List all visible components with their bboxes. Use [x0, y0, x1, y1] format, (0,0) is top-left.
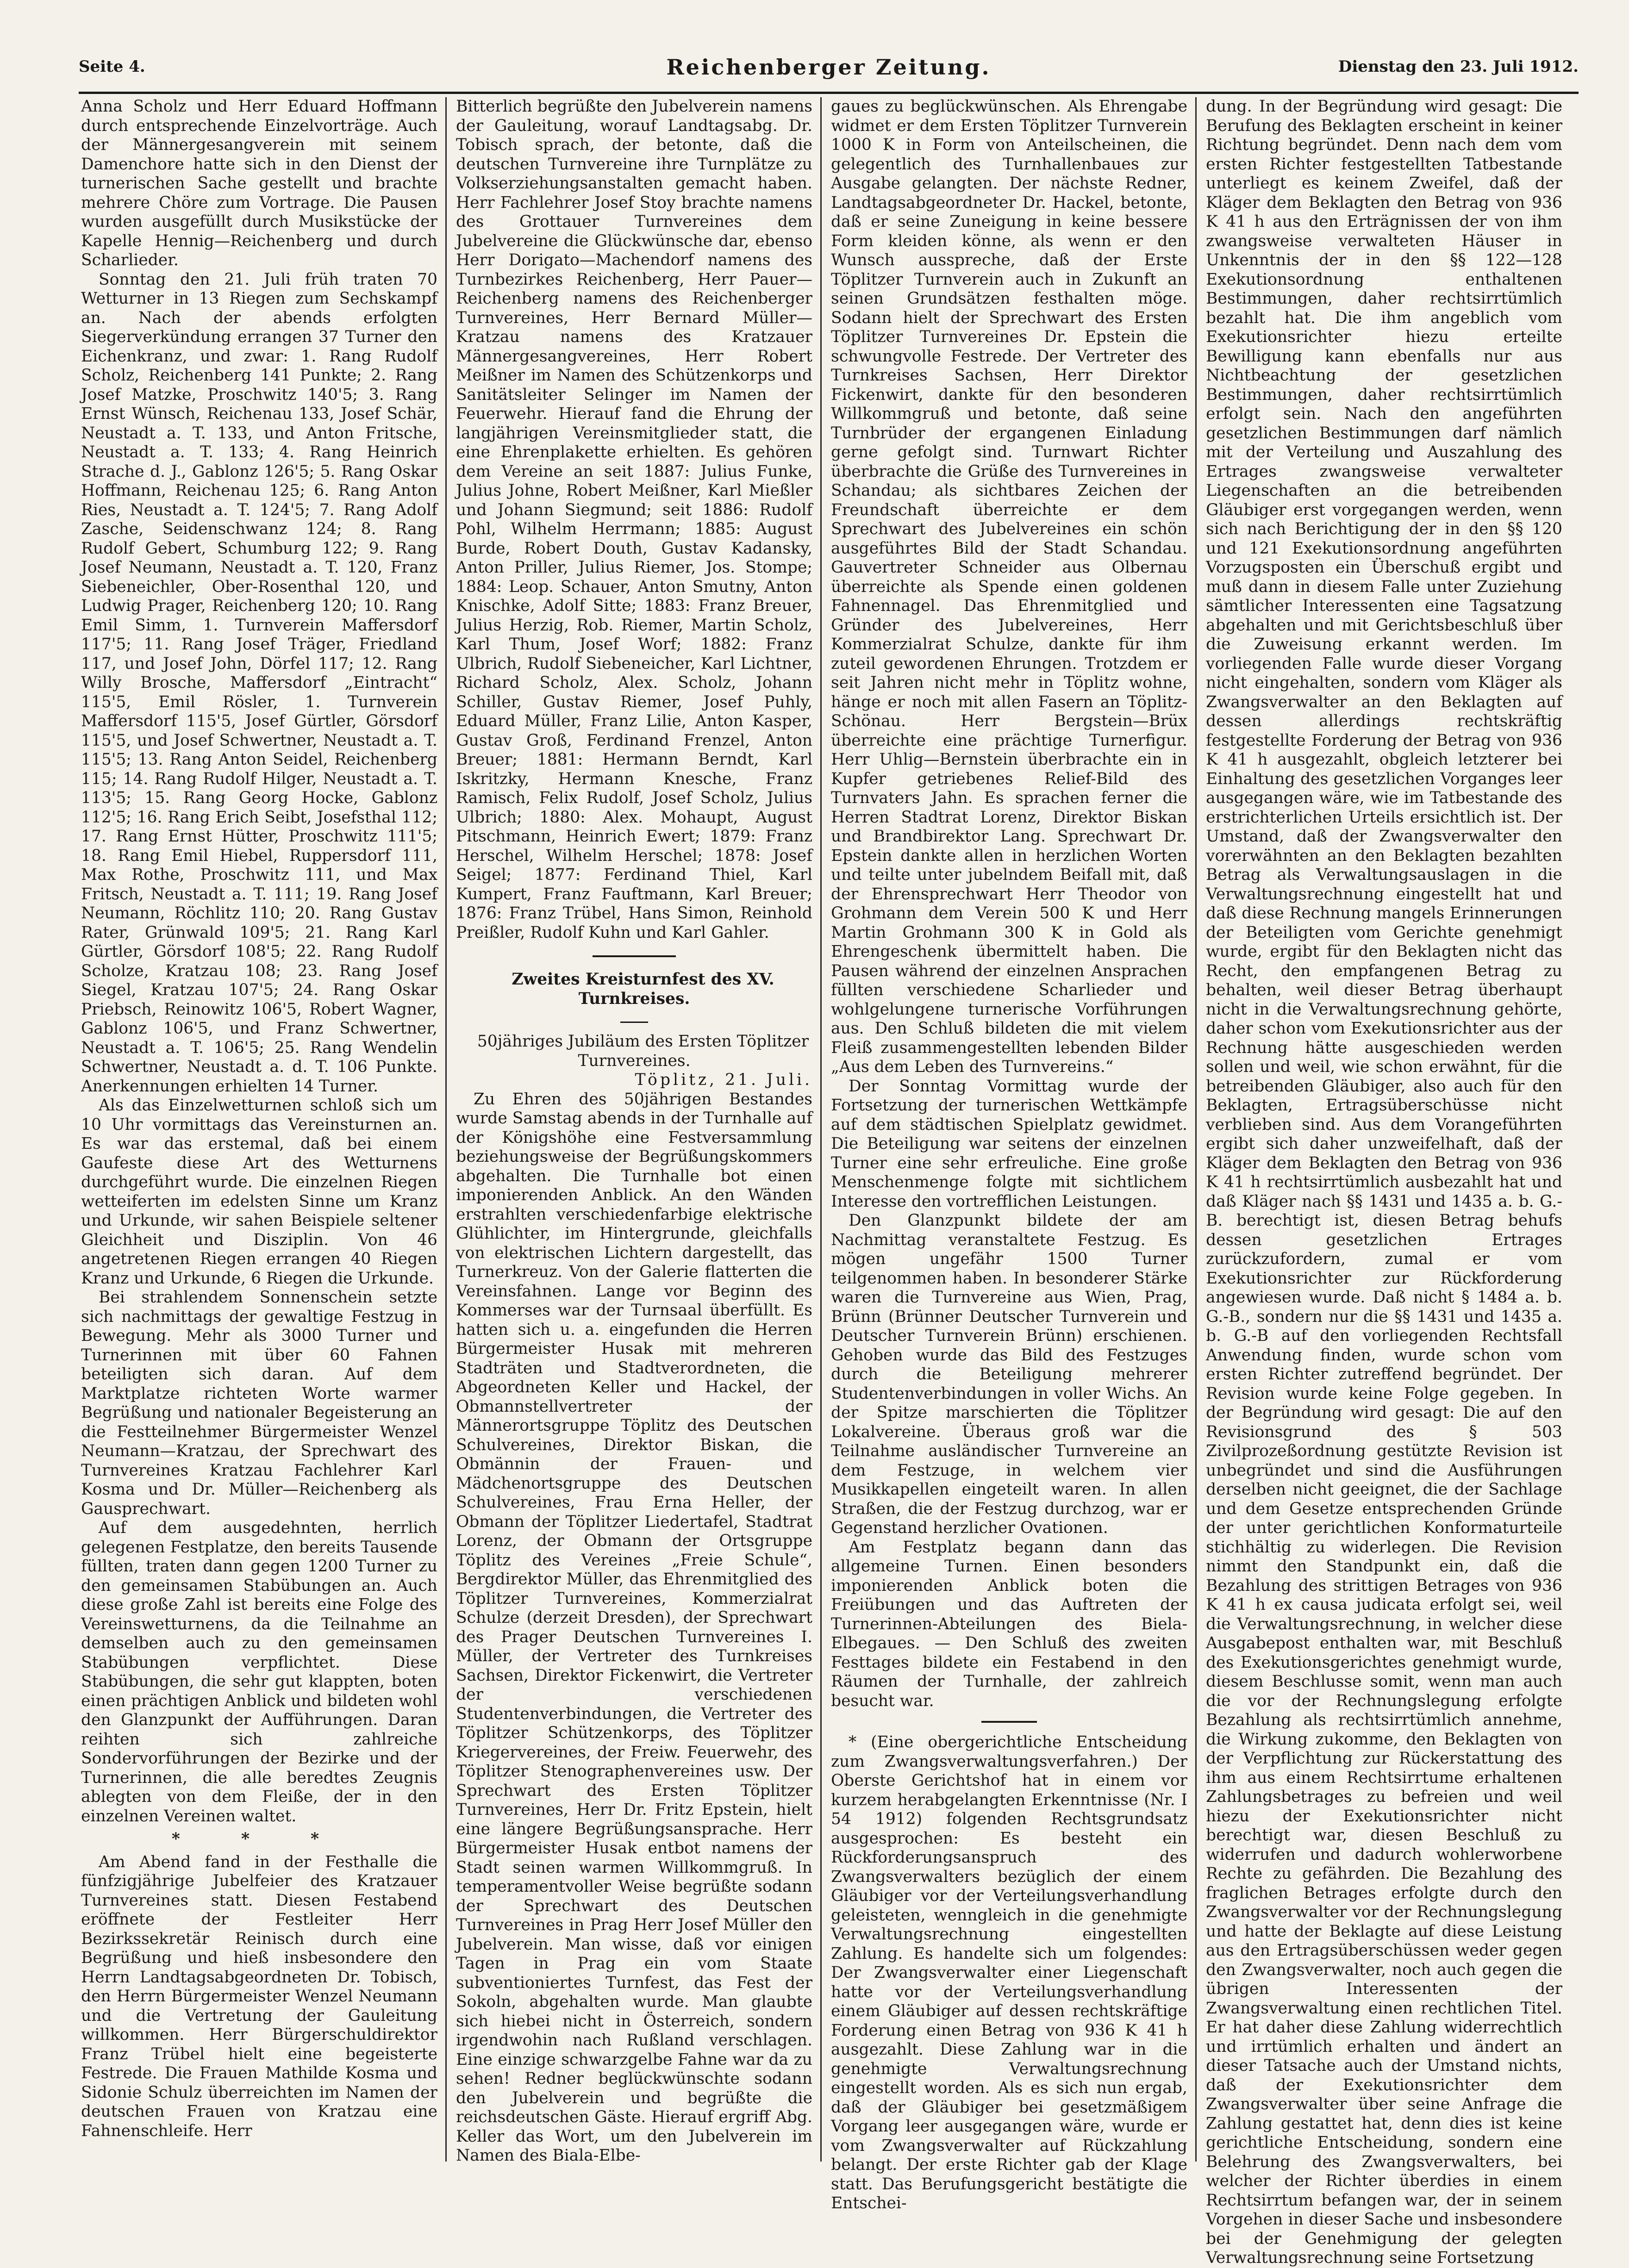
article-heading: Zweites Kreisturnfest des XV. Turnkreises. — [512, 970, 774, 1008]
article-paragraph: gaues zu beglückwünschen. Als Ehrengabe widmet er dem Ersten Töplitzer Turnverein 1000 K in Form von Anteilscheinen, die gelegentlich des Turnhallenbaues zur Ausgabe gelangten. Der nächste Redner, Landtagsabgeordneter Dr. Hackel, betonte, daß er seine Zuneigung in keine bessere Form kleiden könne, als wenn er den Wunsch ausspreche, daß der Erste Töplitzer Turnverein auch in Zukunft an seinen Grundsätzen festhalten möge. Sodann hielt der Sprechwart des Ersten Töplitzer Turnvereines Dr. Epstein die schwungvolle Festrede. Der Vertreter des Turnkreises Sachsen, Herr Direktor Fickenwirt, dankte für den besonderen Willkommgruß und betonte, daß seine Turnbrüder der ergangenen Einladung gerne gefolgt sind. Turnwart Richter überbrachte die Grüße des Turnvereines in Schandau; als sichtbares Zeichen der Freundschaft überreichte er dem Sprechwart des Jubelvereines ein schön ausgeführtes Bild der Stadt Schandau. Gauvertreter Schneider aus Olbernau überreichte als Spende einen goldenen Fahnennagel. Das Ehrenmitglied und Gründer des Jubelvereines, Herr Kommerzialrat Schulze, dankte für ihm zuteil gewordenen Ehrungen. Trotzdem er seit Jahren nicht mehr in Töplitz wohne, hänge er noch mit allen Fasern an Töplitz-Schönau. Herr Bergstein—Brüx überreichte eine prächtige Turnerfigur. Herr Uhlig—Bernstein überbrachte ein in Kupfer getriebenes Relief-Bild des Turnvaters Jahn. Es sprachen ferner die Herren Stadtrat Lorenz, Direktor Biskan und Brandbirektor Lang. Sprechwart Dr. Epstein dankte allen in herzlichen Worten und teilte unter jubelndem Beifall mit, daß der Ehrensprechwart Herr Theodor von Grohmann dem Verein 500 K und Herr Martin Grohmann 300 K in Gold als Ehrengeschenk übermittelt haben. Die Pausen während der einzelnen Ansprachen füllten verschiedene Scharlieder und wohlgelungene turnerische Vorführungen aus. Den Schluß bildeten die mit vielem Fleiß zusammengestellten lebenden Bilder „Aus dem Leben des Turnvereins.“ — [831, 97, 1187, 1076]
article-paragraph: Am Festplatz begann dann das allgemeine Turnen. Einen besonders imponierenden Anblick boten die Freiübungen und das Auftreten der Turnerinnen-Abteilungen des Biela-Elbegaues. — Den Schluß des zweiten Festtages bildete ein Festabend in den Räumen der Turnhalle, der zahlreich besucht war. — [831, 1538, 1187, 1710]
page-header — [79, 55, 1579, 92]
article-paragraph: Als das Einzelwetturnen schloß sich um 10 Uhr vormittags das Vereinsturnen an. Es war das erstemal, daß bei einem Gaufeste diese Art des Wetturnens durchgeführt wurde. Die einzelnen Riegen wetteiferten im edelsten Sinne um Kranz und Urkunde, wir sahen Beispiele seltener Gleichheit und Disziplin. Von 46 angetretenen Riegen errangen 40 Riegen Kranz und Urkunde, 6 Riegen die Urkunde. — [81, 1096, 437, 1288]
article-paragraph: Der Sonntag Vormittag wurde der Fortsetzung der turnerischen Wettkämpfe auf dem städtischen Spielplatz gewidmet. Die Beteiligung war seitens der einzelnen Turner eine sehr erfreuliche. Eine große Menschenmenge folgte mit sichtlichem Interesse den vortrefflichen Leistungen. — [831, 1077, 1187, 1211]
article-paragraph: Bitterlich begrüßte den Jubelverein namens der Gauleitung, worauf Landtagsabg. Dr. Tobisch sprach, der betonte, daß die deutschen Turnvereine ihre Turnplätze zu Volkserziehungsanstalten gemacht haben. Herr Fachlehrer Josef Stoy brachte namens des Grottauer Turnvereines dem Jubelvereine die Glückwünsche dar, ebenso Herr Dorigato—Machendorf namens des Turnbezirkes Reichenberg, Herr Pauer—Reichenberg namens des Reichenberger Turnvereines, Herr Bernard Müller—Kratzau namens des Kratzauer Männergesangvereines, Herr Robert Meißner im Namen des Schützenkorps und Sanitätsleiter Selinger im Namen der Feuerwehr. Hierauf fand die Ehrung der langjährigen Vereinsmitglieder statt, die eine Ehrenplakette erhielten. Es gehören dem Vereine an seit 1887: Julius Funke, Julius Johne, Robert Meißner, Karl Mießler und Johann Siegmund; seit 1886: Rudolf Pohl, Wilhelm Herrmann; 1885: August Burde, Robert Douth, Gustav Kadansky, Anton Priller, Julius Riemer, Jos. Stompe; 1884: Leop. Schauer, Anton Smutny, Anton Knischke, Adolf Sitte; 1883: Franz Breuer, Julius Herzig, Rob. Riemer, Martin Scholz, Karl Thum, Josef Worf; 1882: Franz Ulbrich, Rudolf Siebeneicher, Karl Lichtner, Richard Scholz, Alex. Scholz, Johann Schiller, Gustav Riemer, Josef Puhly, Eduard Müller, Franz Lilie, Anton Kasper, Gustav Groß, Ferdinand Frenzel, Anton Breuer; 1881: Hermann Berndt, Karl Iskritzky, Hermann Knesche, Franz Ramisch, Felix Rudolf, Josef Scholz, Julius Ulbrich; 1880: Alex. Mohaupt, August Pitschmann, Heinrich Ewert; 1879: Franz Herschel, Wilhelm Herschel; 1878: Josef Seigel; 1877: Ferdinand Thiel, Karl Kumpert, Franz Fauftmann, Karl Breuer; 1876: Franz Trübel, Hans Simon, Reinhold Preißler, Rudolf Kuhn und Karl Gahler. — [456, 97, 812, 942]
section-separator — [593, 955, 676, 957]
article-paragraph: Zu Ehren des 50jährigen Bestandes wurde Samstag abends in der Turnhalle auf der Königshöhe eine Festversammlung beziehungsweise der Begrüßungskommers abgehalten. Die Turnhalle bot einen imponierenden Anblick. An den Wänden erstrahlten verschiedenfarbige elektrische Glühlichter, im Hintergrunde, gleichfalls von elektrischen Lichtern dargestellt, das Turnerkreuz. Von der Galerie flatterten die Vereinsfahnen. Lange vor Beginn des Kommerses war der Turnsaal überfüllt. Es hatten sich u. a. eingefunden die Herren Bürgermeister Husak mit mehreren Stadträten und Stadtverordneten, die Abgeordneten Keller und Hackel, der Obmannstellvertreter der Männerortsgruppe Töplitz des Deutschen Schulvereines, Direktor Biskan, die Obmännin der Frauen- und Mädchenortsgruppe des Deutschen Schulvereines, Frau Erna Heller, der Obmann der Töplitzer Liedertafel, Stadtrat Lorenz, der Obmann der Ortsgruppe Töplitz des Vereines „Freie Schule“, Bergdirektor Müller, das Ehrenmitglied des Töplitzer Turnvereines, Kommerzialrat Schulze (derzeit Dresden), der Sprechwart des Prager Deutschen Turnvereines I. Müller, der Vertreter des Turnkreises Sachsen, Direktor Fickenwirt, die Vertreter der verschiedenen Studentenverbindungen, die Vertreter des Töplitzer Schützenkorps, des Töplitzer Kriegervereines, der Freiw. Feuerwehr, des Töplitzer Stenographenvereines usw. Der Sprechwart des Ersten Töplitzer Turnvereines, Herr Dr. Fritz Epstein, hielt eine längere Begrüßungsansprache. Herr Bürgermeister Husak entbot namens der Stadt seinen warmen Willkommgruß. In temperamentvoller Weise begrüßte sodann der Sprechwart des Deutschen Turnvereines in Prag Herr Josef Müller den Jubelverein. Man wisse, daß vor einigen Tagen in Prag ein vom Staate subventioniertes Turnfest, das Fest der Sokoln, abgehalten wurde. Man glaubte sich hiebei nicht in Österreich, sondern irgendwohin nach Rußland verschlagen. Eine einzige schwarzgelbe Fahne war da zu sehen! Redner beglückwünschte sodann den Jubelverein und begrüßte die reichsdeutschen Gäste. Hierauf ergriff Abg. Keller das Wort, um den Jubelverein im Namen des Biala-Elbe- — [456, 1090, 812, 2165]
column-divider — [1195, 97, 1197, 2162]
section-stars: * * * — [171, 1830, 347, 1848]
newspaper-title: Reichenberger Zeitung. — [666, 55, 991, 80]
article-paragraph: Den Glanzpunkt bildete der am Nachmittag veranstaltete Festzug. Es mögen ungefähr 1500 Turner teilgenommen haben. In besonderer Stärke waren die Turnvereine aus Wien, Prag, Brünn (Brünner Deutscher Turnverein und Deutscher Turnverein Brünn) erschienen. Gehoben wurde das Bild des Festzuges durch die Beteiligung mehrerer Studentenverbindungen in voller Wichs. An der Spitze marschierten die Töplitzer Lokalvereine. Überaus groß war die Teilnahme ausländischer Turnvereine an dem Festzuge, in welchem vier Musikkapellen eingeteilt waren. In allen Straßen, die der Festzug durchzog, war er Gegenstand herzlicher Ovationen. — [831, 1211, 1187, 1537]
section-separator — [981, 1721, 1037, 1723]
article-paragraph: Anna Scholz und Herr Eduard Hoffmann durch entsprechende Einzelvorträge. Auch der Männergesangverein mit seinem Damenchore hatte sich in den Dienst der turnerischen Sache gestellt und brachte mehrere Chöre zum Vortrage. Die Pausen wurden ausgefüllt durch Musikstücke der Kapelle Hennig—Reichenberg und durch Scharlieder. — [81, 97, 437, 269]
legal-report: * (Eine obergerichtliche Entscheidung zum Zwangsverwaltungsverfahren.) Der Oberste Gerichtshof hat in einem vor kurzem herabgelangten Erkenntnisse (Nr. I 54 1912) folgenden Rechtsgrundsatz ausgesprochen: Es besteht ein Rückforderungsanspruch des Zwangsverwalters bezüglich der einem Gläubiger vor der Verteilungsverhandlung geleisteten, wenngleich in die genehmigte Verwaltungsrechnung eingestellten Zahlung. Es handelte sich um folgendes: Der Zwangsverwalter einer Liegenschaft hatte vor der Verteilungsverhandlung einem Gläubiger auf dessen rechtskräftige Forderung einen Betrag von 936 K 41 h ausgezahlt. Diese Zahlung war in die genehmigte Verwaltungsrechnung eingestellt worden. Als es sich nun ergab, daß der Gläubiger bei gesetzmäßigem Vorgang leer ausgegangen wäre, wurde er vom Zwangsverwalter auf Rückzahlung belangt. Der erste Richter gab der Klage statt. Das Berufungsgericht bestätigte die Entschei- — [831, 1733, 1187, 2212]
article-paragraph: dung. In der Begründung wird gesagt: Die Berufung des Beklagten erscheint in keiner Richtung begründet. Denn nach dem vom ersten Richter festgestellten Tatbestande unterliegt es keinem Zweifel, daß der Kläger dem Beklagten den Betrag von 936 K 41 h aus den Erträgnissen der von ihm zwangsweise verwalteten Häuser in Unkenntnis der in den §§ 122—128 Exekutionsordnung enthaltenen Bestimmungen, daher rechtsirrtümlich bezahlt hat. Die ihm angeblich vom Exekutionsrichter hiezu erteilte Bewilligung kann ebenfalls nur aus Nichtbeachtung der gesetzlichen Bestimmungen, daher rechtsirrtümlich erfolgt sein. Nach den angeführten gesetzlichen Bestimmungen darf nämlich mit der Verteilung und Auszahlung des Ertrages zwangsweise verwalteter Liegenschaften an die betreibenden Gläubiger erst vorgegangen werden, wenn sich nach Berichtigung der in den §§ 120 und 121 Exekutionsordnung angeführten Vorzugsposten ein Überschuß ergibt und muß dann in diesem Falle unter Zuziehung sämtlicher Interessenten eine Tagsatzung abgehalten und mit Gerichtsbeschluß über die Zuweisung erkannt werden. Im vorliegenden Falle wurde dieser Vorgang nicht eingehalten, sondern vom Kläger als Zwangsverwalter an den Beklagten auf dessen allerdings rechtskräftig festgestellte Forderung der Betrag von 936 K 41 h ausgezahlt, obgleich letzterer bei Einhaltung des gesetzlichen Vorganges leer ausgegangen wäre, wie im Tatbestande des erstrichterlichen Urteils ersichtlich ist. Der Umstand, daß der Zwangsverwalter den vorerwähnten an den Beklagten bezahlten Betrag als Verwaltungsauslagen in die Verwaltungsrechnung eingestellt hat und daß diese Rechnung mangels Erinnerungen der Beteiligten vom Gerichte genehmigt wurde, ergibt für den Beklagten nicht das Recht, den empfangenen Betrag zu behalten, weil dieser Betrag überhaupt nicht in die Verwaltungsrechnung gehörte, daher schon vom Exekutionsrichter aus der Rechnung hätte ausgeschieden werden sollen und weil, wie schon erwähnt, für die betreibenden Gläubiger, also auch für den Beklagten, Ertragsüberschüsse nicht verblieben sind. Aus dem Vorangeführten ergibt sich daher unzweifelhaft, daß der Kläger dem Beklagten den Betrag von 936 K 41 h rechtsirrtümlich ausbezahlt hat und daß Kläger nach §§ 1431 und 1435 a. b. G.-B. berechtigt ist, diesen Betrag behufs dessen gesetzlichen Ertrages zurückzufordern, zumal er vom Exekutionsrichter zur Rückforderung angewiesen wurde. Daß nicht § 1484 a. b. G.-B., sondern nur die §§ 1431 und 1435 a. b. G.-B auf den vorliegenden Rechtsfall Anwendung finden, wurde schon vom ersten Richter zutreffend begründet. Der Revision wurde keine Folge gegeben. In der Begründung wird gesagt: Die auf den Revisionsgrund des § 503 Zivilprozeßordnung gestützte Revision ist unbegründet und sind die Ausführungen derselben nicht geeignet, die der Sachlage und dem Gesetze entsprechenden Gründe der unter gerichtlichen Konformaturteile stichhältig zu widerlegen. Die Revision nimmt den Standpunkt ein, daß die Bezahlung des strittigen Betrages von 936 K 41 h ex causa judicata erfolgt sei, weil die Verwaltungsrechnung, in welcher diese Ausgabepost enthalten war, mit Beschluß des Exekutionsgerichtes genehmigt wurde, diesem Beschlusse somit, wenn man auch die vor der Rechnungslegung erfolgte Bezahlung als rechtsirrtümlich annehme, die Wirkung zukomme, den Beklagten von der Verpflichtung zur Rückerstattung des ihm aus einem Rechtsirrtume erhaltenen Zahlungsbetrages zu befreien und weil hiezu der Exekutionsrichter nicht berechtigt war, diesen Beschluß zu widerrufen und dadurch wohlerworbene Rechte zu gefährden. Die Bezahlung des fraglichen Betrages erfolgte durch den Zwangsverwalter vor der Rechnungslegung und hatte der Beklagte auf diese Leistung aus den Ertragsüberschüssen weder gegen den Zwangsverwalter, noch auch gegen die übrigen Interessenten der Zwangsverwaltung einen rechtlichen Titel. Er hat daher diese Zahlung widerrechtlich und irrtümlich erhalten und ändert an dieser Tatsache auch der Umstand nichts, daß der Exekutionsrichter dem Zwangsverwalter über seine Anfrage die Zahlung gestattet hat, denn dies ist keine gerichtliche Entscheidung, sondern eine Belehrung des Zwangsverwalters, bei welcher der Richter überdies in einem Rechtsirrtum befangen war, der in seinem Vorgehen in dieser Sache und insbesondere bei der Genehmigung der gelegten Verwaltungsrechnung seine Fortsetzung — [1206, 97, 1562, 2267]
article-paragraph: Sonntag den 21. Juli früh traten 70 Wetturner in 13 Riegen zum Sechskampf an. Nach der abends erfolgten Siegerverkündung errangen 37 Turner den Eichenkranz, und zwar: 1. Rang Rudolf Scholz, Reichenberg 141 Punkte; 2. Rang Josef Matzke, Proschwitz 140'5; 3. Rang Ernst Wünsch, Reichenau 133, Josef Schär, Neustadt a. T. 133, und Anton Fritsche, Neustadt a. T. 133; 4. Rang Heinrich Strache d. J., Gablonz 126'5; 5. Rang Oskar Hoffmann, Reichenau 125; 6. Rang Anton Ries, Neustadt a. T. 124'5; 7. Rang Adolf Zasche, Seidenschwanz 124; 8. Rang Rudolf Gebert, Schumburg 122; 9. Rang Josef Neumann, Neustadt a. T. 120, Franz Siebeneichler, Ober-Rosenthal 120, und Ludwig Prager, Reichenberg 120; 10. Rang Emil Simm, 1. Turnverein Maffersdorf 117'5; 11. Rang Josef Träger, Friedland 117, und Josef John, Dörfel 117; 12. Rang Willy Brosche, Maffersdorf „Eintracht“ 115'5, Emil Rösler, 1. Turnverein Maffersdorf 115'5, Josef Gürtler, Görsdorf 115'5, und Josef Schwertner, Neustadt a. T. 115'5; 13. Rang Anton Seidel, Reichenberg 115; 14. Rang Rudolf Hilger, Neustadt a. T. 113'5; 15. Rang Georg Hocke, Gablonz 112'5; 16. Rang Erich Seibt, Josefsthal 112; 17. Rang Ernst Hütter, Proschwitz 111'5; 18. Rang Emil Hiebel, Ruppersdorf 111, Max Rothe, Proschwitz 111, und Max Fritsch, Neustadt a. T. 111; 19. Rang Josef Neumann, Röchlitz 110; 20. Rang Gustav Rater, Grünwald 109'5; 21. Rang Karl Gürtler, Görsdorf 108'5; 22. Rang Rudolf Scholze, Kratzau 108; 23. Rang Josef Siegel, Kratzau 107'5; 24. Rang Oskar Priebsch, Reinowitz 106'5, Robert Wagner, Gablonz 106'5, und Franz Schwertner, Neustadt a. T. 106'5; 25. Rang Wendelin Schwertner, Neustadt a. d. T. 106 Punkte. Anerkennungen erhielten 14 Turner. — [81, 270, 437, 1096]
dateline: Töplitz, 21. Juli. — [635, 1071, 812, 1089]
article-paragraph: Auf dem ausgedehnten, herrlich gelegenen Festplatze, den bereits Tausende füllten, traten dann gegen 1200 Turner zu den gemeinsamen Stabübungen an. Auch diese große Zahl ist bereits eine Folge des Vereinswetturnens, da die Teilnahme an demselben auch zu den gemeinsamen Stabübungen verpflichtet. Diese Stabübungen, die sehr gut klappten, boten einen prächtigen Anblick und bildeten wohl den Glanzpunkt der Aufführungen. Daran reihten sich zahlreiche Sondervorführungen der Bezirke und der Turnerinnen, die alle beredtes Zeugnis ablegten von dem Fleiße, der in den einzelnen Vereinen waltet. — [81, 1519, 437, 1826]
column-divider — [445, 97, 447, 2162]
issue-date: Dienstag den 23. Juli 1912. — [1338, 57, 1579, 76]
article-paragraph: Am Abend fand in der Festhalle die fünfzigjährige Jubelfeier des Kratzauer Turnvereines statt. Diesen Festabend eröffnete der Festleiter Herr Bezirkssekretär Reinisch durch eine Begrüßung und hieß insbesondere den Herrn Landtagsabgeordneten Dr. Tobisch, den Herrn Bürgermeister Wenzel Neumann und die Vertretung der Gauleitung willkommen. Herr Bürgerschuldirektor Franz Trübel hielt eine begeisterte Festrede. Die Frauen Mathilde Kosma und Sidonie Schulz überreichten im Namen der deutschen Frauen von Kratzau eine Fahnenschleife. Herr — [81, 1852, 437, 2140]
header-rule — [79, 92, 1579, 94]
column-2 — [456, 97, 812, 2165]
column-divider — [820, 97, 822, 2162]
column-4 — [1206, 97, 1562, 2267]
heading-rule — [620, 1022, 648, 1023]
column-3 — [831, 97, 1187, 2212]
page-number: Seite 4. — [79, 57, 145, 76]
article-paragraph: Bei strahlendem Sonnenschein setzte sich nachmittags der gewaltige Festzug in Bewegung. Mehr als 3000 Turner und Turnerinnen mit über 60 Fahnen beteiligten sich daran. Auf dem Marktplatze richteten Worte warmer Begrüßung und nationaler Begeisterung an die Festteilnehmer Bürgermeister Wenzel Neumann—Kratzau, der Sprechwart des Turnvereines Kratzau Fachlehrer Karl Kosma und Dr. Müller—Reichenberg als Gausprechwart. — [81, 1288, 437, 1518]
column-1 — [81, 97, 437, 2162]
article-subheading: 50jähriges Jubiläum des Ersten Töplitzer Turnvereines. — [477, 1032, 809, 1070]
